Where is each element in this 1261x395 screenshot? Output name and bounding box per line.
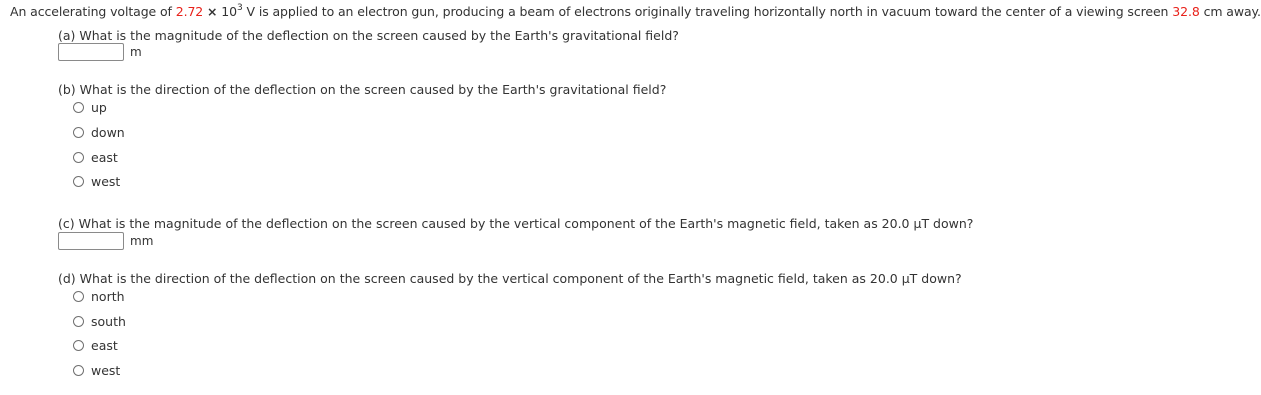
- part-b-option-down[interactable]: [73, 124, 125, 140]
- part-c-answer-input[interactable]: [58, 232, 124, 250]
- radio-button[interactable]: [73, 176, 84, 187]
- option-label: east: [91, 337, 118, 353]
- problem-statement: [10, 4, 1261, 19]
- radio-button[interactable]: [73, 291, 84, 302]
- voltage-base: 10: [221, 4, 237, 19]
- part-b-option-west[interactable]: [73, 173, 120, 189]
- times-symbol: ×: [207, 4, 218, 19]
- radio-button[interactable]: [73, 365, 84, 376]
- part-b-question: (b) What is the direction of the deflection on the screen caused by the Earth's gravitational field?: [58, 82, 667, 97]
- part-d-option-south[interactable]: [73, 313, 126, 329]
- part-b-option-up[interactable]: [73, 99, 107, 115]
- option-label: west: [91, 173, 121, 189]
- option-label: down: [91, 124, 125, 140]
- part-c-answer-row: [58, 232, 153, 250]
- radio-button[interactable]: [73, 316, 84, 327]
- intro-text-start: An accelerating voltage of: [10, 4, 176, 19]
- part-d-option-west[interactable]: [73, 362, 120, 378]
- option-label: south: [91, 313, 126, 329]
- voltage-exponent: 3: [237, 2, 243, 13]
- radio-button[interactable]: [73, 127, 84, 138]
- option-label: east: [91, 149, 118, 165]
- intro-text-middle: V is applied to an electron gun, producing a beam of electrons originally traveling horizontally north in vacuum toward the center of a viewing screen: [242, 4, 1173, 19]
- distance-value: 32.8: [1172, 4, 1200, 19]
- part-a-unit: m: [130, 45, 142, 59]
- part-a-answer-input[interactable]: [58, 43, 124, 61]
- radio-button[interactable]: [73, 152, 84, 163]
- part-c-question: (c) What is the magnitude of the deflection on the screen caused by the vertical component of the Earth's magnetic field, taken as 20.0 μT down?: [58, 216, 974, 231]
- radio-button[interactable]: [73, 102, 84, 113]
- part-d-option-north[interactable]: [73, 288, 125, 304]
- part-d-question: (d) What is the direction of the deflection on the screen caused by the vertical component of the Earth's magnetic field, taken as 20.0 μT down?: [58, 271, 962, 286]
- intro-text-end: cm away.: [1199, 4, 1261, 19]
- part-b-option-east[interactable]: [73, 149, 118, 165]
- part-a-question: (a) What is the magnitude of the deflection on the screen caused by the Earth's gravitational field?: [58, 28, 679, 43]
- voltage-mantissa: 2.72: [175, 4, 204, 19]
- option-label: north: [91, 288, 125, 304]
- option-label: up: [91, 99, 107, 115]
- radio-button[interactable]: [73, 340, 84, 351]
- option-label: west: [91, 362, 121, 378]
- part-d-option-east[interactable]: [73, 337, 118, 353]
- part-a-answer-row: [58, 43, 142, 61]
- part-c-unit: mm: [130, 234, 154, 248]
